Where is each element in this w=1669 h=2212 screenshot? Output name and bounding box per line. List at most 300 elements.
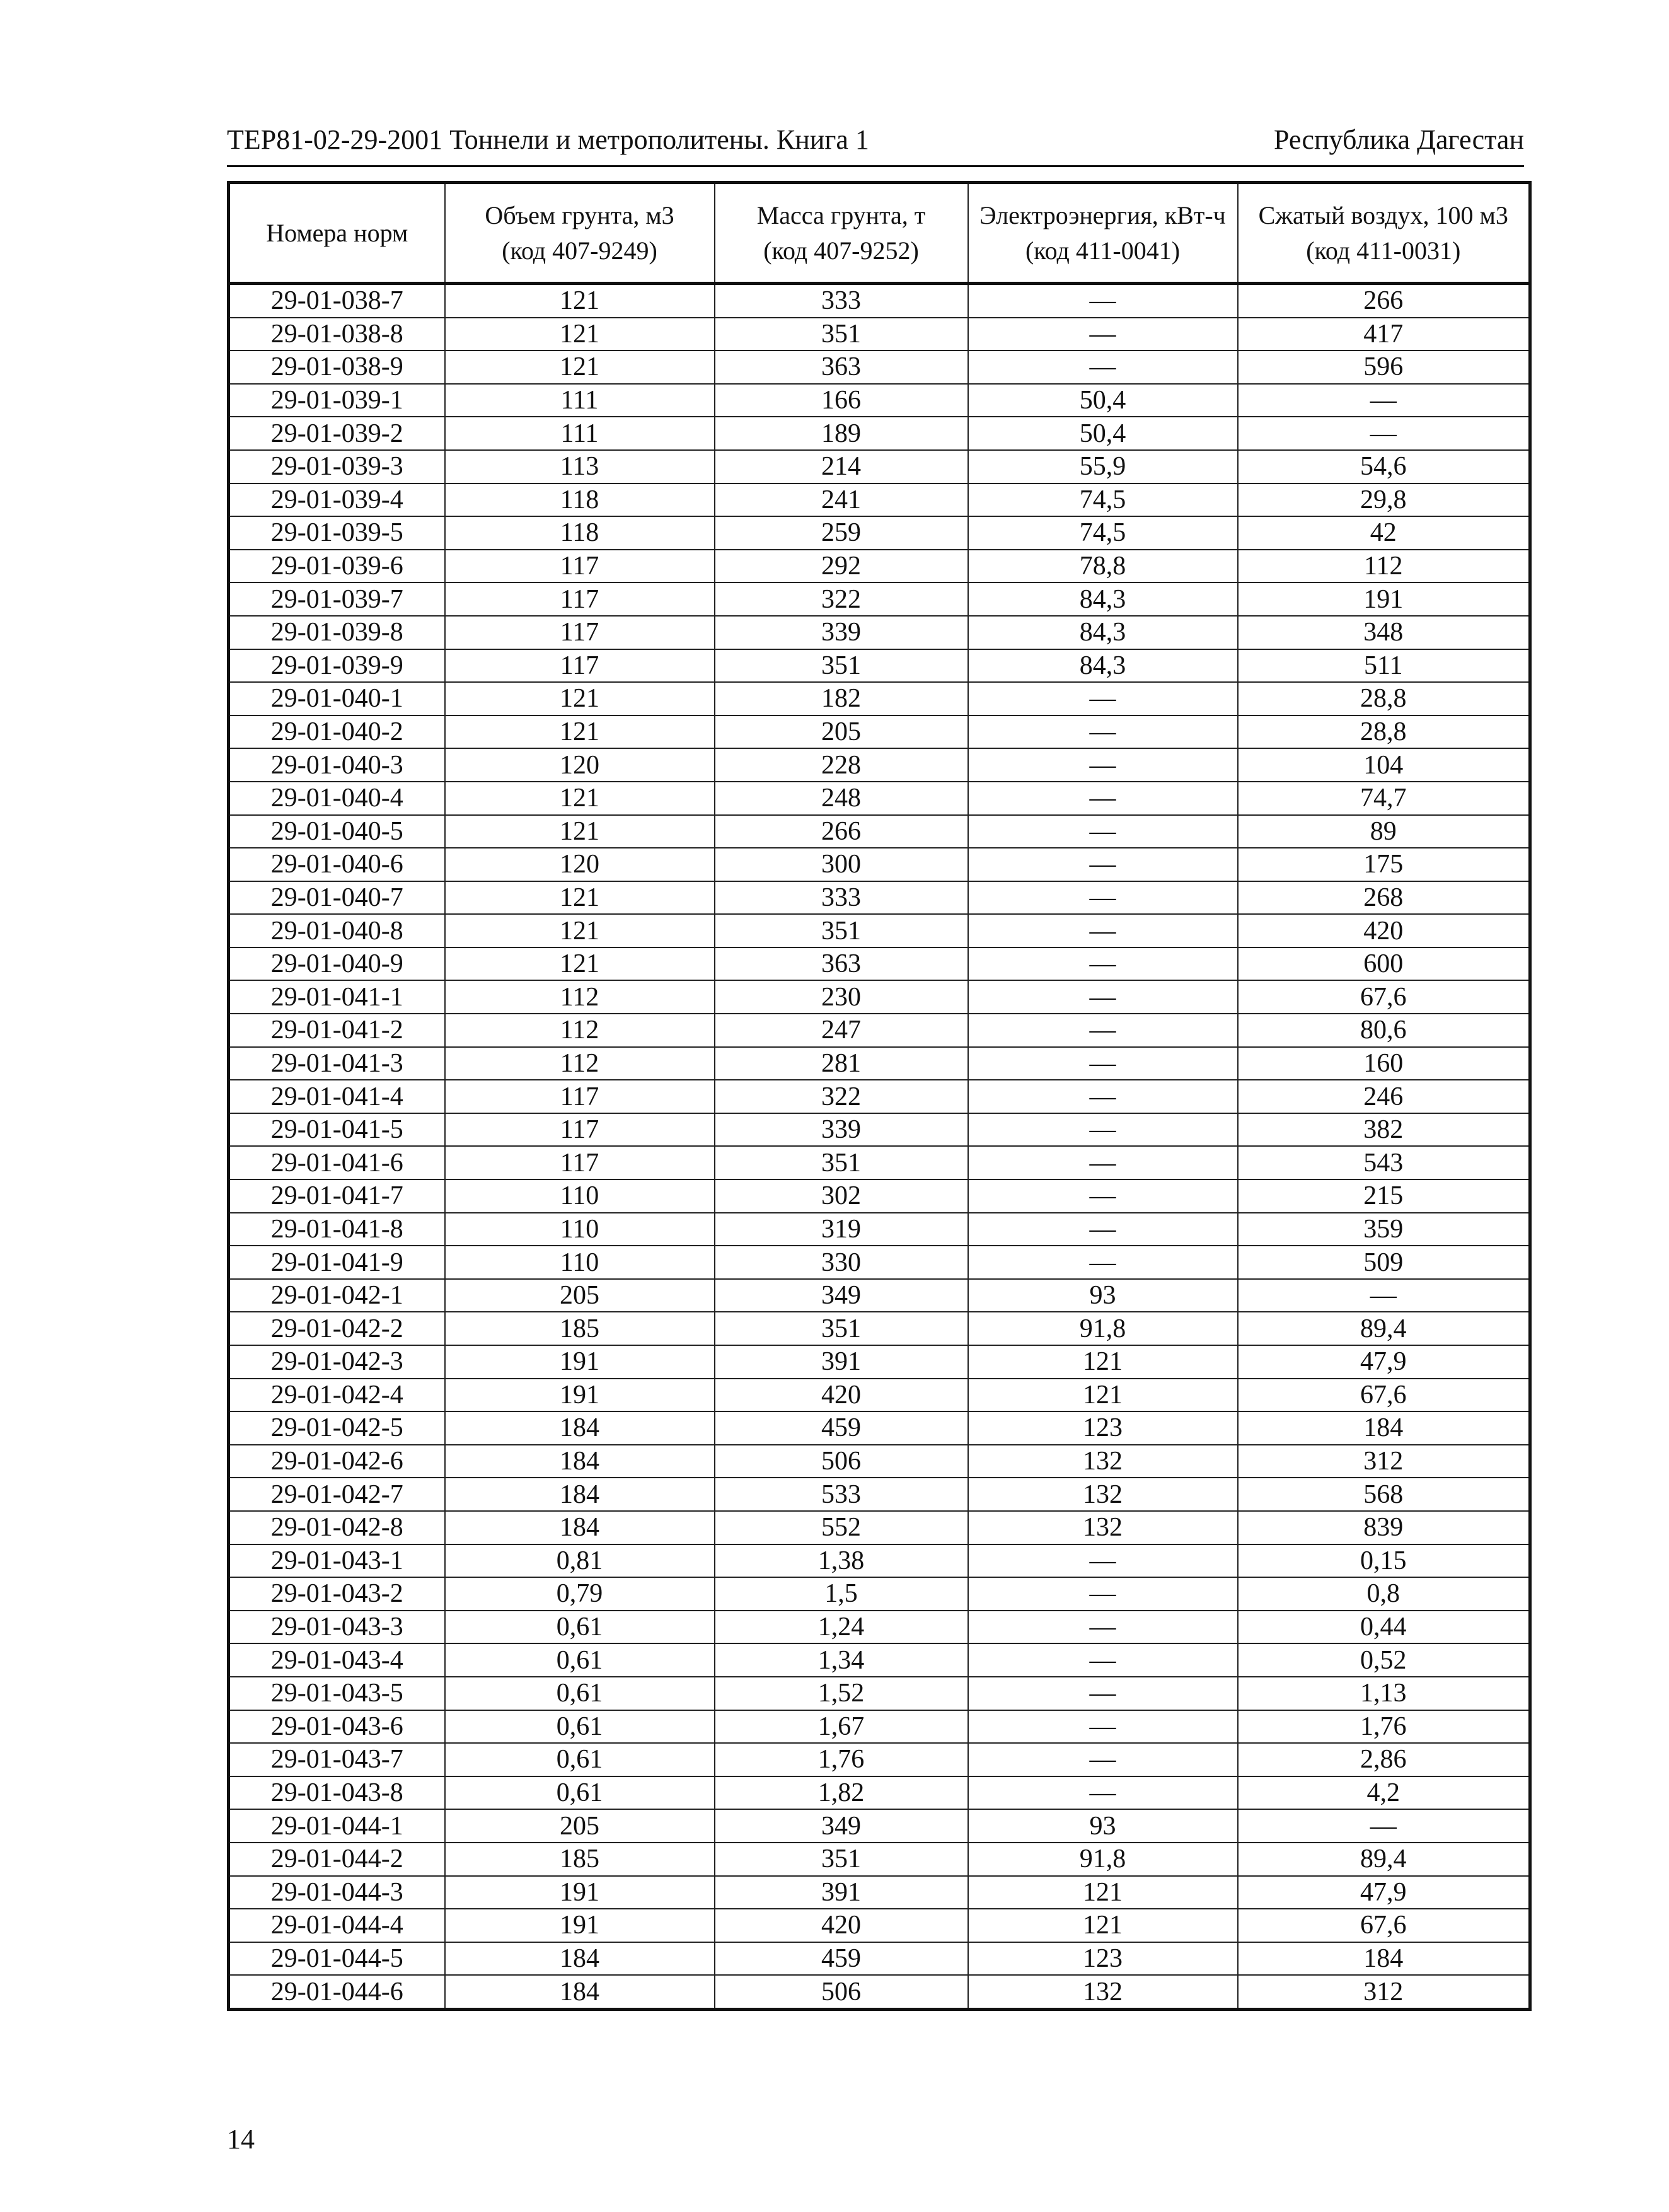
table-row	[229, 1113, 1530, 1147]
norm-number-cell: 29-01-040-9	[229, 947, 445, 981]
norm-number-cell: 29-01-041-8	[229, 1213, 445, 1246]
soil-mass-cell: 241	[715, 484, 968, 517]
soil-volume-cell: 121	[445, 881, 715, 915]
norm-number-cell: 29-01-044-3	[229, 1876, 445, 1909]
norm-number-cell: 29-01-039-9	[229, 649, 445, 683]
table-row	[229, 1478, 1530, 1511]
soil-volume-cell: 205	[445, 1279, 715, 1312]
column-header-norm-number: Номера норм	[229, 183, 445, 284]
soil-mass-cell: 391	[715, 1876, 968, 1909]
compressed-air-cell: 104	[1238, 748, 1530, 782]
soil-mass-cell: 391	[715, 1345, 968, 1379]
soil-volume-cell: 0,61	[445, 1710, 715, 1744]
soil-volume-cell: 0,79	[445, 1577, 715, 1611]
compressed-air-cell: 382	[1238, 1113, 1530, 1147]
soil-volume-cell: 0,61	[445, 1677, 715, 1710]
electricity-cell: 121	[968, 1379, 1238, 1412]
electricity-cell: —	[968, 1047, 1238, 1080]
table-row	[229, 1080, 1530, 1113]
electricity-cell: —	[968, 1776, 1238, 1810]
norm-number-cell: 29-01-041-9	[229, 1246, 445, 1279]
norm-number-cell: 29-01-039-4	[229, 484, 445, 517]
table-header-row	[229, 183, 1530, 284]
soil-volume-cell: 185	[445, 1843, 715, 1876]
soil-volume-cell: 118	[445, 484, 715, 517]
table-row	[229, 914, 1530, 947]
compressed-air-cell: 266	[1238, 284, 1530, 318]
compressed-air-cell: 89	[1238, 815, 1530, 848]
soil-volume-cell: 118	[445, 516, 715, 550]
norm-number-cell: 29-01-041-2	[229, 1014, 445, 1047]
electricity-cell: 121	[968, 1909, 1238, 1942]
table-row	[229, 450, 1530, 484]
electricity-cell: —	[968, 1611, 1238, 1644]
compressed-air-cell: 359	[1238, 1213, 1530, 1246]
electricity-cell: —	[968, 1544, 1238, 1578]
soil-mass-cell: 1,5	[715, 1577, 968, 1611]
soil-mass-cell: 248	[715, 782, 968, 815]
soil-mass-cell: 247	[715, 1014, 968, 1047]
table-row	[229, 1611, 1530, 1644]
compressed-air-cell: 312	[1238, 1975, 1530, 2009]
compressed-air-cell: 600	[1238, 947, 1530, 981]
soil-volume-cell: 121	[445, 815, 715, 848]
electricity-cell: —	[968, 318, 1238, 351]
table-row	[229, 947, 1530, 981]
soil-volume-cell: 117	[445, 1146, 715, 1179]
norm-number-cell: 29-01-043-7	[229, 1743, 445, 1776]
norm-number-cell: 29-01-042-3	[229, 1345, 445, 1379]
norm-number-cell: 29-01-040-6	[229, 848, 445, 881]
electricity-cell: 123	[968, 1411, 1238, 1445]
electricity-cell: 50,4	[968, 417, 1238, 450]
soil-mass-cell: 1,52	[715, 1677, 968, 1710]
norm-number-cell: 29-01-041-7	[229, 1179, 445, 1213]
electricity-cell: 78,8	[968, 550, 1238, 583]
column-header-soil-mass: Масса грунта, т (код 407-9252)	[715, 183, 968, 284]
soil-volume-cell: 184	[445, 1975, 715, 2009]
table-row	[229, 550, 1530, 583]
electricity-cell: 55,9	[968, 450, 1238, 484]
electricity-cell: 93	[968, 1809, 1238, 1843]
soil-mass-cell: 189	[715, 417, 968, 450]
soil-volume-cell: 184	[445, 1478, 715, 1511]
table-row	[229, 1643, 1530, 1677]
compressed-air-cell: —	[1238, 1279, 1530, 1312]
soil-mass-cell: 333	[715, 881, 968, 915]
norm-number-cell: 29-01-043-5	[229, 1677, 445, 1710]
compressed-air-cell: 4,2	[1238, 1776, 1530, 1810]
electricity-cell: 121	[968, 1345, 1238, 1379]
compressed-air-cell: 67,6	[1238, 980, 1530, 1014]
table-row	[229, 1279, 1530, 1312]
electricity-cell: —	[968, 1146, 1238, 1179]
norm-number-cell: 29-01-040-1	[229, 682, 445, 715]
electricity-cell: 84,3	[968, 616, 1238, 649]
soil-mass-cell: 506	[715, 1975, 968, 2009]
compressed-air-cell: 0,52	[1238, 1643, 1530, 1677]
compressed-air-cell: 0,15	[1238, 1544, 1530, 1578]
soil-volume-cell: 112	[445, 1014, 715, 1047]
table-row	[229, 1577, 1530, 1611]
table-row	[229, 1379, 1530, 1412]
soil-mass-cell: 339	[715, 616, 968, 649]
norm-number-cell: 29-01-039-2	[229, 417, 445, 450]
soil-mass-cell: 1,24	[715, 1611, 968, 1644]
norm-number-cell: 29-01-038-9	[229, 350, 445, 384]
norm-number-cell: 29-01-042-1	[229, 1279, 445, 1312]
soil-mass-cell: 230	[715, 980, 968, 1014]
soil-volume-cell: 117	[445, 1080, 715, 1113]
electricity-cell: —	[968, 350, 1238, 384]
electricity-cell: —	[968, 1246, 1238, 1279]
compressed-air-cell: 511	[1238, 649, 1530, 683]
electricity-cell: 132	[968, 1445, 1238, 1478]
norm-number-cell: 29-01-043-3	[229, 1611, 445, 1644]
table-row	[229, 284, 1530, 318]
electricity-cell: 93	[968, 1279, 1238, 1312]
electricity-cell: —	[968, 748, 1238, 782]
soil-volume-cell: 121	[445, 947, 715, 981]
compressed-air-cell: 568	[1238, 1478, 1530, 1511]
soil-volume-cell: 191	[445, 1909, 715, 1942]
table-row	[229, 1445, 1530, 1478]
compressed-air-cell: 67,6	[1238, 1909, 1530, 1942]
table-row	[229, 1411, 1530, 1445]
soil-mass-cell: 1,34	[715, 1643, 968, 1677]
soil-mass-cell: 1,82	[715, 1776, 968, 1810]
compressed-air-cell: 312	[1238, 1445, 1530, 1478]
table-row	[229, 1843, 1530, 1876]
table-row	[229, 1909, 1530, 1942]
norm-number-cell: 29-01-044-4	[229, 1909, 445, 1942]
soil-volume-cell: 121	[445, 782, 715, 815]
soil-volume-cell: 0,61	[445, 1611, 715, 1644]
table-row	[229, 881, 1530, 915]
electricity-cell: —	[968, 1213, 1238, 1246]
electricity-cell: —	[968, 782, 1238, 815]
soil-mass-cell: 349	[715, 1809, 968, 1843]
compressed-air-cell: 112	[1238, 550, 1530, 583]
soil-volume-cell: 184	[445, 1942, 715, 1976]
soil-mass-cell: 302	[715, 1179, 968, 1213]
soil-mass-cell: 214	[715, 450, 968, 484]
electricity-cell: —	[968, 1643, 1238, 1677]
electricity-cell: 84,3	[968, 582, 1238, 616]
norm-number-cell: 29-01-043-1	[229, 1544, 445, 1578]
compressed-air-cell: 80,6	[1238, 1014, 1530, 1047]
electricity-cell: 50,4	[968, 384, 1238, 417]
electricity-cell: —	[968, 980, 1238, 1014]
table-row	[229, 1345, 1530, 1379]
soil-volume-cell: 110	[445, 1246, 715, 1279]
norm-number-cell: 29-01-042-2	[229, 1312, 445, 1345]
table-row	[229, 1975, 1530, 2009]
soil-volume-cell: 117	[445, 616, 715, 649]
soil-mass-cell: 420	[715, 1379, 968, 1412]
table-row	[229, 516, 1530, 550]
soil-volume-cell: 121	[445, 284, 715, 318]
electricity-cell: 84,3	[968, 649, 1238, 683]
soil-mass-cell: 1,76	[715, 1743, 968, 1776]
norm-number-cell: 29-01-043-2	[229, 1577, 445, 1611]
norm-number-cell: 29-01-041-3	[229, 1047, 445, 1080]
table-row	[229, 1776, 1530, 1810]
compressed-air-cell: 47,9	[1238, 1345, 1530, 1379]
norm-number-cell: 29-01-044-5	[229, 1942, 445, 1976]
soil-volume-cell: 113	[445, 450, 715, 484]
soil-mass-cell: 259	[715, 516, 968, 550]
column-header-soil-volume: Объем грунта, м3 (код 407-9249)	[445, 183, 715, 284]
soil-mass-cell: 552	[715, 1511, 968, 1544]
compressed-air-cell: 543	[1238, 1146, 1530, 1179]
compressed-air-cell: 839	[1238, 1511, 1530, 1544]
soil-volume-cell: 120	[445, 748, 715, 782]
norm-number-cell: 29-01-042-7	[229, 1478, 445, 1511]
table-row	[229, 748, 1530, 782]
electricity-cell: 74,5	[968, 516, 1238, 550]
soil-volume-cell: 117	[445, 582, 715, 616]
norm-number-cell: 29-01-044-2	[229, 1843, 445, 1876]
norm-number-cell: 29-01-041-1	[229, 980, 445, 1014]
electricity-cell: 132	[968, 1478, 1238, 1511]
electricity-cell: 123	[968, 1942, 1238, 1976]
soil-volume-cell: 205	[445, 1809, 715, 1843]
soil-volume-cell: 121	[445, 682, 715, 715]
electricity-cell: 91,8	[968, 1312, 1238, 1345]
soil-volume-cell: 117	[445, 550, 715, 583]
soil-volume-cell: 121	[445, 350, 715, 384]
compressed-air-cell: 420	[1238, 914, 1530, 947]
document-title: ТЕР81-02-29-2001 Тоннели и метрополитены. Книга 1	[227, 124, 869, 155]
soil-volume-cell: 191	[445, 1876, 715, 1909]
electricity-cell: —	[968, 1014, 1238, 1047]
table-row	[229, 417, 1530, 450]
compressed-air-cell: —	[1238, 417, 1530, 450]
table-row	[229, 1809, 1530, 1843]
soil-mass-cell: 351	[715, 318, 968, 351]
soil-mass-cell: 351	[715, 1146, 968, 1179]
soil-volume-cell: 110	[445, 1213, 715, 1246]
compressed-air-cell: 160	[1238, 1047, 1530, 1080]
table-row	[229, 1014, 1530, 1047]
electricity-cell: —	[968, 947, 1238, 981]
norm-number-cell: 29-01-040-8	[229, 914, 445, 947]
electricity-cell: —	[968, 881, 1238, 915]
table-row	[229, 1876, 1530, 1909]
norm-number-cell: 29-01-040-3	[229, 748, 445, 782]
electricity-cell: —	[968, 1577, 1238, 1611]
electricity-cell: 91,8	[968, 1843, 1238, 1876]
compressed-air-cell: 191	[1238, 582, 1530, 616]
soil-mass-cell: 363	[715, 350, 968, 384]
norm-number-cell: 29-01-043-6	[229, 1710, 445, 1744]
soil-volume-cell: 191	[445, 1379, 715, 1412]
norm-number-cell: 29-01-042-8	[229, 1511, 445, 1544]
soil-mass-cell: 351	[715, 1843, 968, 1876]
electricity-cell: —	[968, 715, 1238, 749]
compressed-air-cell: 42	[1238, 516, 1530, 550]
compressed-air-cell: 1,76	[1238, 1710, 1530, 1744]
compressed-air-cell: 47,9	[1238, 1876, 1530, 1909]
soil-volume-cell: 0,61	[445, 1776, 715, 1810]
soil-mass-cell: 266	[715, 815, 968, 848]
compressed-air-cell: 28,8	[1238, 682, 1530, 715]
compressed-air-cell: 596	[1238, 350, 1530, 384]
compressed-air-cell: 268	[1238, 881, 1530, 915]
soil-volume-cell: 121	[445, 715, 715, 749]
norm-number-cell: 29-01-042-4	[229, 1379, 445, 1412]
compressed-air-cell: 1,13	[1238, 1677, 1530, 1710]
column-header-compressed-air: Сжатый воздух, 100 м3 (код 411-0031)	[1238, 183, 1530, 284]
electricity-cell: 121	[968, 1876, 1238, 1909]
electricity-cell: —	[968, 1743, 1238, 1776]
table-row	[229, 1179, 1530, 1213]
column-header-electricity: Электроэнергия, кВт-ч (код 411-0041)	[968, 183, 1238, 284]
electricity-cell: 74,5	[968, 484, 1238, 517]
page-number: 14	[227, 2124, 255, 2155]
compressed-air-cell: 215	[1238, 1179, 1530, 1213]
table-row	[229, 980, 1530, 1014]
norm-number-cell: 29-01-040-5	[229, 815, 445, 848]
norm-number-cell: 29-01-039-7	[229, 582, 445, 616]
table-row	[229, 1146, 1530, 1179]
norm-number-cell: 29-01-040-7	[229, 881, 445, 915]
compressed-air-cell: 89,4	[1238, 1312, 1530, 1345]
compressed-air-cell: 2,86	[1238, 1743, 1530, 1776]
table-row	[229, 1246, 1530, 1279]
soil-mass-cell: 459	[715, 1411, 968, 1445]
compressed-air-cell: 74,7	[1238, 782, 1530, 815]
table-row	[229, 1677, 1530, 1710]
norm-number-cell: 29-01-041-5	[229, 1113, 445, 1147]
soil-mass-cell: 319	[715, 1213, 968, 1246]
compressed-air-cell: 28,8	[1238, 715, 1530, 749]
compressed-air-cell: 89,4	[1238, 1843, 1530, 1876]
soil-mass-cell: 420	[715, 1909, 968, 1942]
page-header	[227, 119, 1524, 167]
norm-number-cell: 29-01-044-1	[229, 1809, 445, 1843]
soil-mass-cell: 351	[715, 1312, 968, 1345]
soil-mass-cell: 363	[715, 947, 968, 981]
soil-volume-cell: 117	[445, 649, 715, 683]
soil-volume-cell: 110	[445, 1179, 715, 1213]
electricity-cell: 132	[968, 1511, 1238, 1544]
compressed-air-cell: 175	[1238, 848, 1530, 881]
electricity-cell: —	[968, 1179, 1238, 1213]
table-row	[229, 1511, 1530, 1544]
compressed-air-cell: 246	[1238, 1080, 1530, 1113]
resource-norms-table	[227, 181, 1532, 2011]
soil-mass-cell: 506	[715, 1445, 968, 1478]
compressed-air-cell: 348	[1238, 616, 1530, 649]
electricity-cell: —	[968, 914, 1238, 947]
norm-number-cell: 29-01-039-1	[229, 384, 445, 417]
electricity-cell: —	[968, 815, 1238, 848]
table-row	[229, 384, 1530, 417]
soil-mass-cell: 1,38	[715, 1544, 968, 1578]
table-row	[229, 318, 1530, 351]
soil-mass-cell: 1,67	[715, 1710, 968, 1744]
table-row	[229, 1213, 1530, 1246]
soil-mass-cell: 349	[715, 1279, 968, 1312]
table-row	[229, 616, 1530, 649]
soil-mass-cell: 322	[715, 582, 968, 616]
compressed-air-cell: 54,6	[1238, 450, 1530, 484]
soil-volume-cell: 184	[445, 1445, 715, 1478]
norm-number-cell: 29-01-038-7	[229, 284, 445, 318]
region-name: Республика Дагестан	[1273, 124, 1524, 155]
soil-mass-cell: 339	[715, 1113, 968, 1147]
norm-number-cell: 29-01-039-3	[229, 450, 445, 484]
soil-mass-cell: 300	[715, 848, 968, 881]
norm-number-cell: 29-01-044-6	[229, 1975, 445, 2009]
table-row	[229, 815, 1530, 848]
soil-mass-cell: 333	[715, 284, 968, 318]
electricity-cell: —	[968, 1080, 1238, 1113]
table-row	[229, 1710, 1530, 1744]
table-row	[229, 350, 1530, 384]
soil-volume-cell: 0,81	[445, 1544, 715, 1578]
table-row	[229, 1312, 1530, 1345]
soil-volume-cell: 112	[445, 1047, 715, 1080]
soil-volume-cell: 191	[445, 1345, 715, 1379]
norm-number-cell: 29-01-040-4	[229, 782, 445, 815]
norm-number-cell: 29-01-042-6	[229, 1445, 445, 1478]
table-row	[229, 484, 1530, 517]
soil-mass-cell: 228	[715, 748, 968, 782]
norm-number-cell: 29-01-039-5	[229, 516, 445, 550]
soil-mass-cell: 166	[715, 384, 968, 417]
soil-volume-cell: 184	[445, 1511, 715, 1544]
electricity-cell: —	[968, 1113, 1238, 1147]
compressed-air-cell: 67,6	[1238, 1379, 1530, 1412]
norm-number-cell: 29-01-039-6	[229, 550, 445, 583]
table-row	[229, 848, 1530, 881]
table-row	[229, 1047, 1530, 1080]
table-row	[229, 1942, 1530, 1976]
table-row	[229, 649, 1530, 683]
compressed-air-cell: 0,44	[1238, 1611, 1530, 1644]
soil-volume-cell: 112	[445, 980, 715, 1014]
compressed-air-cell: —	[1238, 384, 1530, 417]
norm-number-cell: 29-01-041-4	[229, 1080, 445, 1113]
table-row	[229, 1743, 1530, 1776]
table-row	[229, 682, 1530, 715]
norm-number-cell: 29-01-038-8	[229, 318, 445, 351]
soil-volume-cell: 111	[445, 417, 715, 450]
electricity-cell: —	[968, 848, 1238, 881]
soil-volume-cell: 184	[445, 1411, 715, 1445]
soil-volume-cell: 120	[445, 848, 715, 881]
compressed-air-cell: 184	[1238, 1411, 1530, 1445]
electricity-cell: —	[968, 1677, 1238, 1710]
soil-mass-cell: 459	[715, 1942, 968, 1976]
norm-number-cell: 29-01-043-8	[229, 1776, 445, 1810]
table-row	[229, 582, 1530, 616]
soil-volume-cell: 0,61	[445, 1743, 715, 1776]
soil-volume-cell: 0,61	[445, 1643, 715, 1677]
compressed-air-cell: —	[1238, 1809, 1530, 1843]
soil-mass-cell: 292	[715, 550, 968, 583]
soil-mass-cell: 330	[715, 1246, 968, 1279]
soil-mass-cell: 182	[715, 682, 968, 715]
electricity-cell: —	[968, 682, 1238, 715]
soil-mass-cell: 281	[715, 1047, 968, 1080]
electricity-cell: —	[968, 1710, 1238, 1744]
norm-number-cell: 29-01-040-2	[229, 715, 445, 749]
soil-volume-cell: 185	[445, 1312, 715, 1345]
